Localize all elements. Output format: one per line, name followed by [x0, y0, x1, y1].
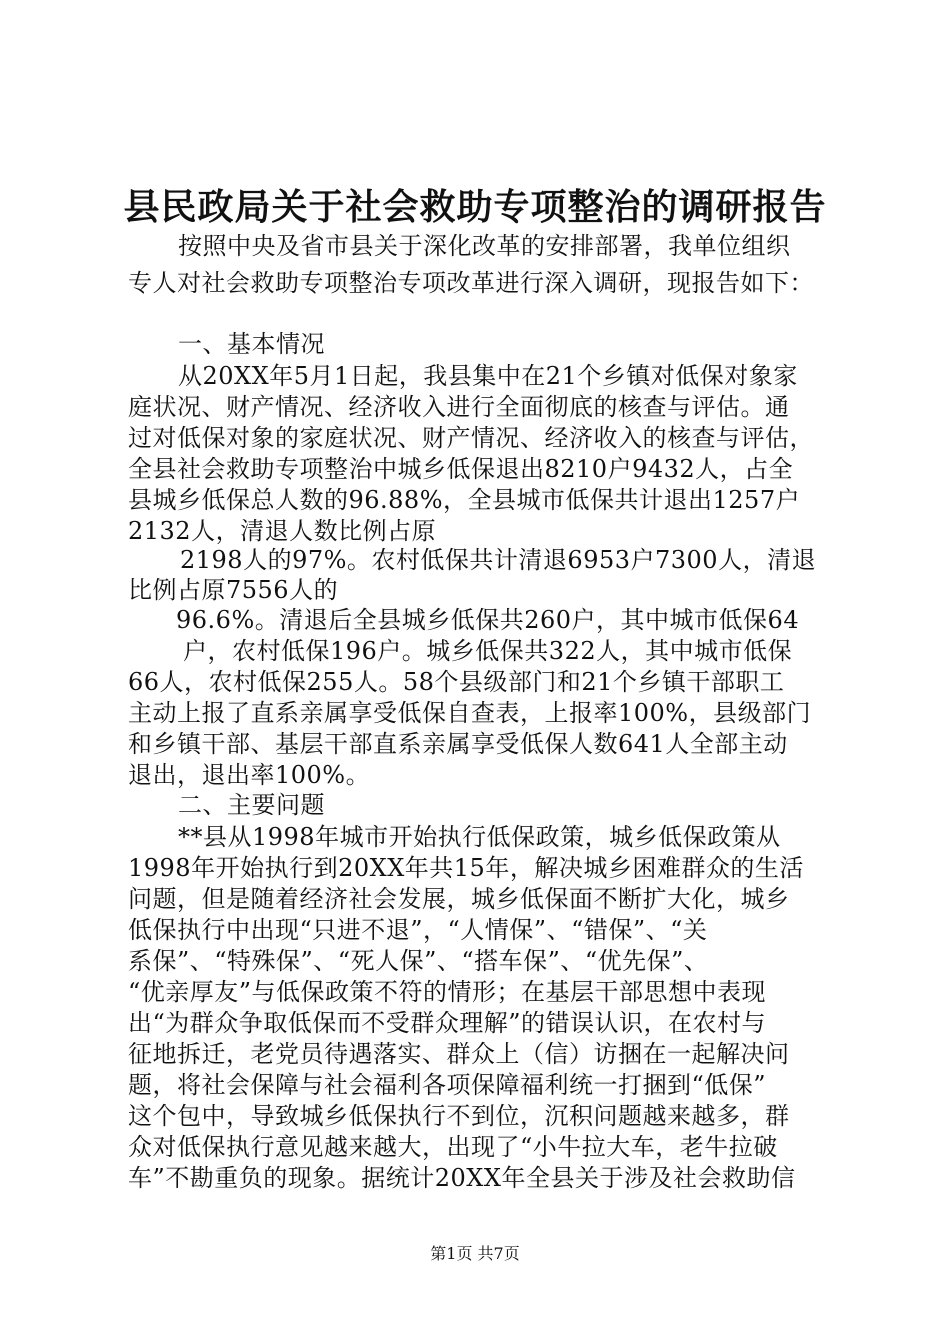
body-line: 庭状况、财产情况、经济收入进行全面彻底的核查与评估。通 [128, 393, 790, 421]
body-line: 全县社会救助专项整治中城乡低保退出8210户9432人，占全 [128, 455, 794, 483]
document-title: 县民政局关于社会救助专项整治的调研报告 [123, 186, 827, 228]
body-line: 比例占原7556人的 [128, 576, 339, 604]
body-line: 1998年开始执行到20XX年共15年，解决城乡困难群众的生活 [128, 854, 804, 882]
body-line: 过对低保对象的家庭状况、财产情况、经济收入的核查与评估， [128, 424, 814, 452]
body-line: 2198人的97%。农村低保共计清退6953户7300人，清退 [180, 546, 817, 574]
body-line: 96.6%。清退后全县城乡低保共260户，其中城市低保64 [176, 606, 800, 634]
body-line: “优亲厚友”与低保政策不符的情形；在基层干部思想中表现 [128, 978, 767, 1006]
body-line: 出“为群众争取低保而不受群众理解”的错误认识，在农村与 [128, 1009, 767, 1037]
body-line: 题，将社会保障与社会福利各项保障福利统一打捆到“低保” [128, 1071, 767, 1099]
body-line: 低保执行中出现“只进不退”，“人情保”、“错保”、“关 [128, 916, 708, 944]
body-line: 66人，农村低保255人。58个县级部门和21个乡镇干部职工 [128, 668, 785, 696]
body-line: 这个包中，导致城乡低保执行不到位，沉积问题越来越多，群 [128, 1102, 790, 1130]
body-line: 按照中央及省市县关于深化改革的安排部署，我单位组织 [178, 232, 791, 260]
body-line: 退出，退出率100%。 [128, 761, 371, 789]
body-line: 2132人，清退人数比例占原 [128, 517, 437, 545]
body-line: 户，农村低保196户。城乡低保共322人，其中城市低保 [183, 637, 793, 665]
body-line: 系保”、“特殊保”、“死人保”、“搭车保”、“优先保”、 [128, 947, 709, 975]
body-line: 主动上报了直系亲属享受低保自查表，上报率100%，县级部门 [128, 699, 812, 727]
section-heading-problems: 二、主要问题 [178, 791, 325, 819]
body-line: 和乡镇干部、基层干部直系亲属享受低保人数641人全部主动 [128, 730, 788, 758]
body-line: **县从1998年城市开始执行低保政策，城乡低保政策从 [178, 823, 781, 851]
page-number-footer: 第1页 共7页 [430, 1244, 520, 1263]
body-line: 问题，但是随着经济社会发展，城乡低保面不断扩大化，城乡 [128, 885, 790, 913]
body-line: 众对低保执行意见越来越大，出现了“小牛拉大车，老牛拉破 [128, 1133, 778, 1161]
body-line: 征地拆迁，老党员待遇落实、群众上（信）访捆在一起解决问 [128, 1040, 790, 1068]
section-heading-basic: 一、基本情况 [178, 330, 325, 358]
body-line: 车”不勘重负的现象。据统计20XX年全县关于涉及社会救助信 [128, 1164, 796, 1192]
body-line: 县城乡低保总人数的96.88%，全县城市低保共计退出1257户 [128, 486, 801, 514]
body-line: 专人对社会救助专项整治专项改革进行深入调研，现报告如下： [128, 269, 814, 297]
body-line: 从20XX年5月1日起，我县集中在21个乡镇对低保对象家 [178, 362, 798, 390]
